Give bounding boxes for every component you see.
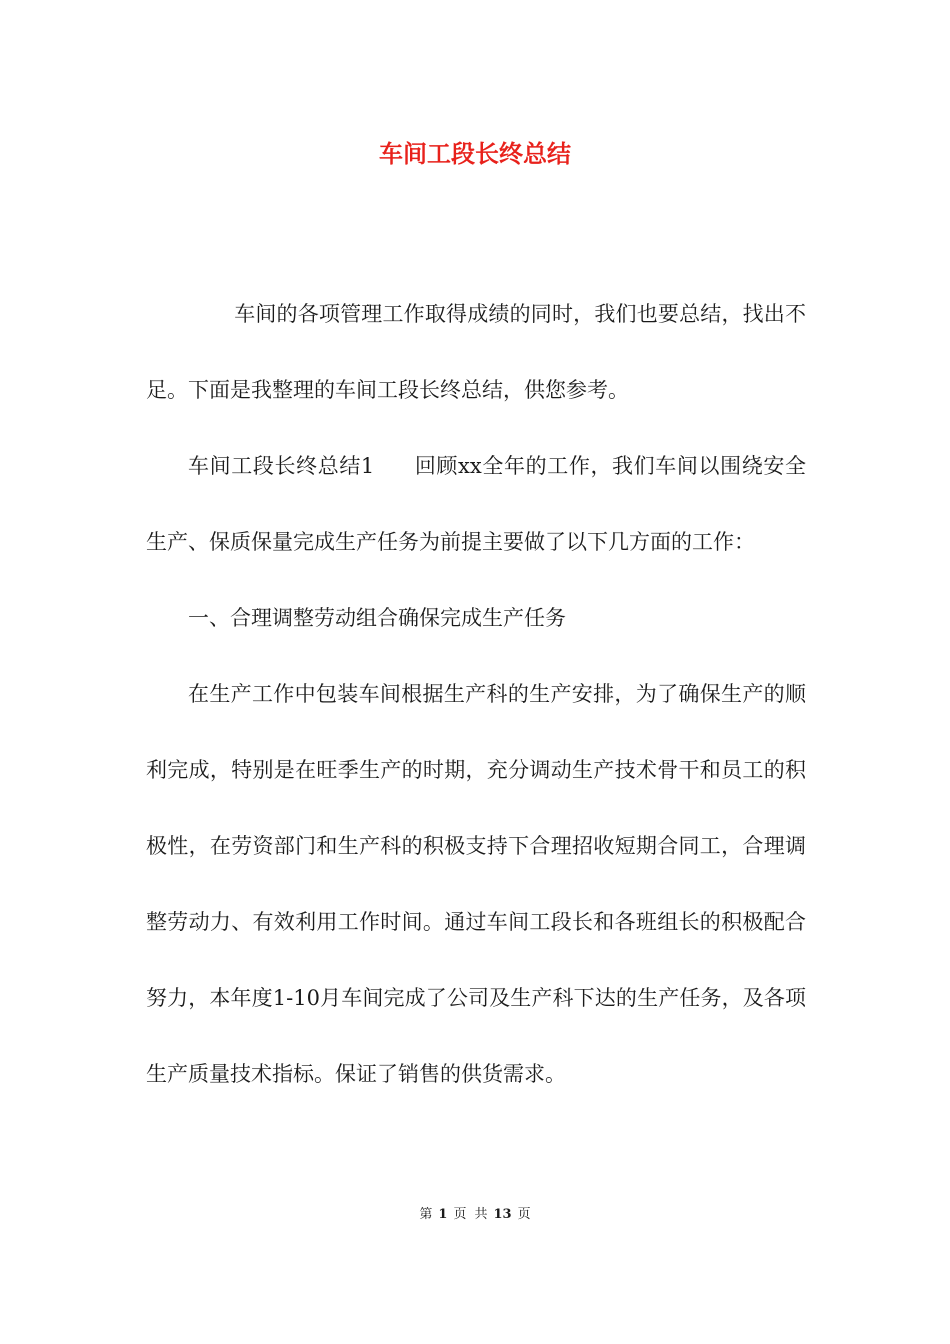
section-heading: 一、合理调整劳动组合确保完成生产任务 [188, 606, 566, 630]
body-paragraph: 在生产工作中包装车间根据生产科的生产安排，为了确保生产的顺利完成，特别是在旺季生产的时期，充分调动生产技术骨干和员工的积极性，在劳资部门和生产科的积极支持下合理招收短期合同工，合理调整劳动力、有效利用工作时间。通过车间工段长和各班组长的积极配合努力，本年度1-10月车间完成了公司及生产科下达的生产任务，及各项生产质量技术指标。保证了销售的供货需求。 [146, 682, 806, 1086]
page-footer [0, 1206, 950, 1224]
footer-prefix: 第 [419, 1207, 433, 1222]
document-title: 车间工段长终总结 [379, 140, 571, 168]
section-label: 车间工段长终总结1 [188, 454, 375, 478]
page-total: 13 [493, 1207, 512, 1222]
footer-suffix: 页 [517, 1207, 531, 1222]
footer-middle: 页 共 [453, 1207, 488, 1222]
section-text: 回顾xx全年的工作，我们车间以围绕安全生产、保质保量完成生产任务为前提主要做了以下几方面的工作： [146, 454, 806, 554]
intro-paragraph: 车间的各项管理工作取得成绩的同时，我们也要总结，找出不足。下面是我整理的车间工段长终总结，供您参考。 [146, 302, 806, 402]
section-paragraph [146, 428, 806, 580]
page-number: 1 [438, 1207, 448, 1222]
document-body [146, 276, 806, 1112]
